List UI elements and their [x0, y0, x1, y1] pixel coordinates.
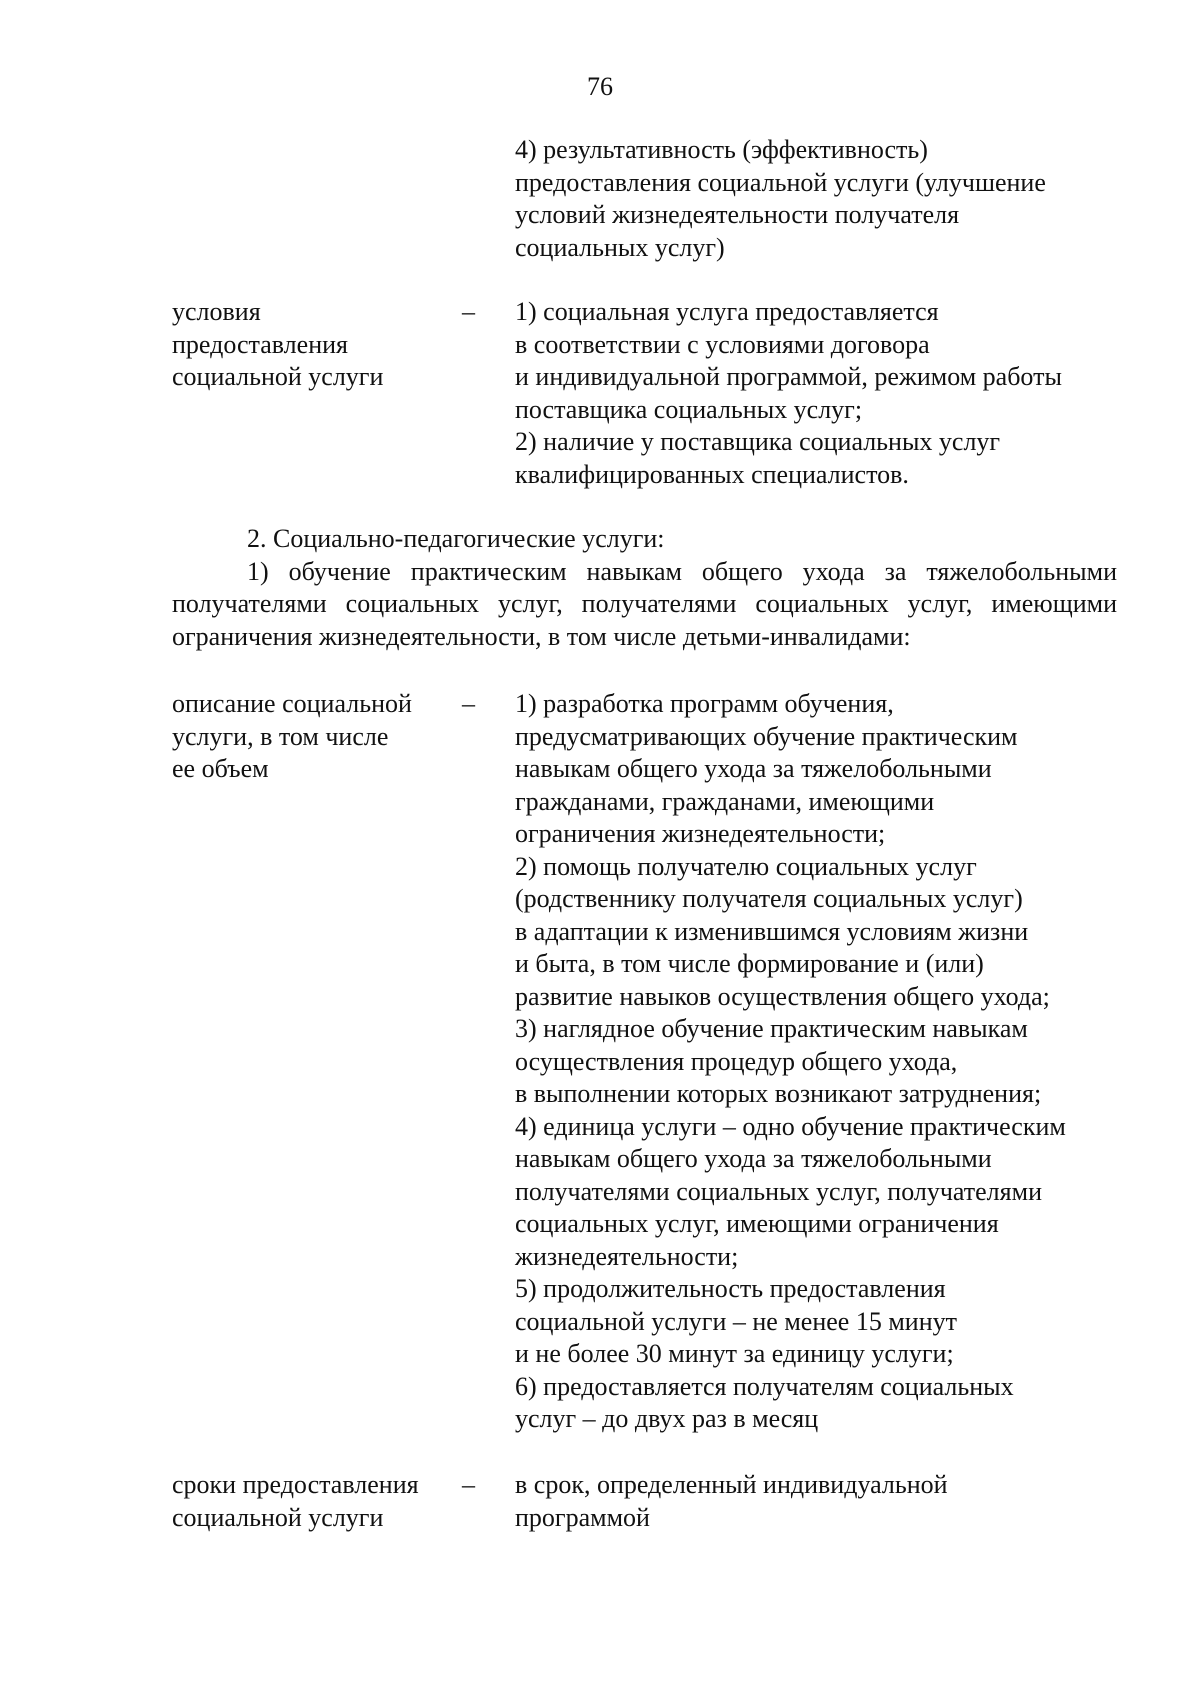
terms-value: [515, 1469, 1135, 1534]
description-value-line: в адаптации к изменившимся условиям жизни: [515, 916, 1029, 946]
description-value-line: навыкам общего ухода за тяжелобольными: [515, 1144, 992, 1173]
description-term-line: услуги, в том числе: [172, 721, 389, 751]
conditions-term: [172, 296, 472, 394]
description-term-line: ее объем: [172, 754, 269, 783]
terms-value-line: в срок, определенный индивидуальной: [515, 1470, 948, 1499]
description-value-line: осуществления процедур общего ухода,: [515, 1046, 958, 1076]
section-item-line: 1) обучение практическим навыкам общего ухода за тяжелобольными: [247, 556, 1117, 586]
description-value-line: развитие навыков осуществления общего ухода;: [515, 981, 1050, 1011]
description-term-line: описание социальной: [172, 689, 412, 718]
description-value-line: гражданами, гражданами, имеющими: [515, 786, 935, 816]
result-value: [515, 134, 1135, 264]
result-value-line: социальных услуг): [515, 232, 725, 262]
conditions-value-line: 1) социальная услуга предоставляется: [515, 297, 939, 326]
terms-value-line: программой: [515, 1502, 650, 1532]
description-value-line: 2) помощь получателю социальных услуг: [515, 851, 977, 881]
description-value-line: предусматривающих обучение практическим: [515, 721, 1018, 751]
conditions-value-line: 2) наличие у поставщика социальных услуг: [515, 427, 1001, 456]
description-value-line: услуг – до двух раз в месяц: [515, 1404, 819, 1433]
conditions-term-line: условия: [172, 297, 261, 326]
conditions-term-line: социальной услуги: [172, 362, 384, 391]
description-value-line: жизнедеятельности;: [515, 1241, 739, 1271]
description-value-line: навыкам общего ухода за тяжелобольными: [515, 754, 992, 783]
description-value-line: ограничения жизнедеятельности;: [515, 819, 886, 848]
terms-term-line: социальной услуги: [172, 1502, 384, 1532]
description-value-line: и не более 30 минут за единицу услуги;: [515, 1339, 954, 1368]
conditions-value-line: поставщика социальных услуг;: [515, 394, 863, 424]
result-value-line: 4) результативность (эффективность): [515, 135, 928, 164]
terms-term-line: сроки предоставления: [172, 1470, 419, 1499]
conditions-value-line: квалифицированных специалистов.: [515, 459, 909, 489]
description-dash: –: [462, 689, 475, 718]
description-value-line: 3) наглядное обучение практическим навыкам: [515, 1014, 1028, 1043]
description-value-line: социальной услуги – не менее 15 минут: [515, 1306, 957, 1336]
description-value-line: (родственнику получателя социальных услуг): [515, 884, 1023, 913]
conditions-dash: –: [462, 297, 475, 326]
conditions-value: [515, 296, 1135, 491]
description-value-line: 4) единица услуги – одно обучение практическим: [515, 1111, 1066, 1141]
page-number: 76: [587, 72, 613, 101]
section-item-line: получателями социальных услуг, получателями социальных услуг, имеющими: [172, 589, 1117, 618]
terms-dash: –: [462, 1470, 475, 1499]
result-value-line: предоставления социальной услуги (улучшение: [515, 167, 1046, 197]
section-item-line: ограничения жизнедеятельности, в том числе детьми-инвалидами:: [172, 621, 911, 651]
description-value-line: получателями социальных услуг, получателями: [515, 1176, 1042, 1206]
conditions-value-line: в соответствии с условиями договора: [515, 329, 930, 359]
section-heading: 2. Социально-педагогические услуги:: [247, 524, 665, 553]
description-value-line: и быта, в том числе формирование и (или): [515, 949, 984, 978]
conditions-term-line: предоставления: [172, 329, 348, 359]
terms-term: [172, 1469, 472, 1534]
description-value-line: социальных услуг, имеющими ограничения: [515, 1209, 999, 1238]
description-value: [515, 688, 1135, 1436]
description-term: [172, 688, 472, 786]
section-block: [172, 523, 1117, 653]
description-value-line: 6) предоставляется получателям социальных: [515, 1371, 1014, 1401]
description-value-line: 1) разработка программ обучения,: [515, 689, 894, 718]
conditions-value-line: и индивидуальной программой, режимом работы: [515, 362, 1062, 391]
description-value-line: в выполнении которых возникают затруднения;: [515, 1079, 1042, 1108]
result-value-line: условий жизнедеятельности получателя: [515, 200, 960, 229]
description-value-line: 5) продолжительность предоставления: [515, 1274, 946, 1303]
